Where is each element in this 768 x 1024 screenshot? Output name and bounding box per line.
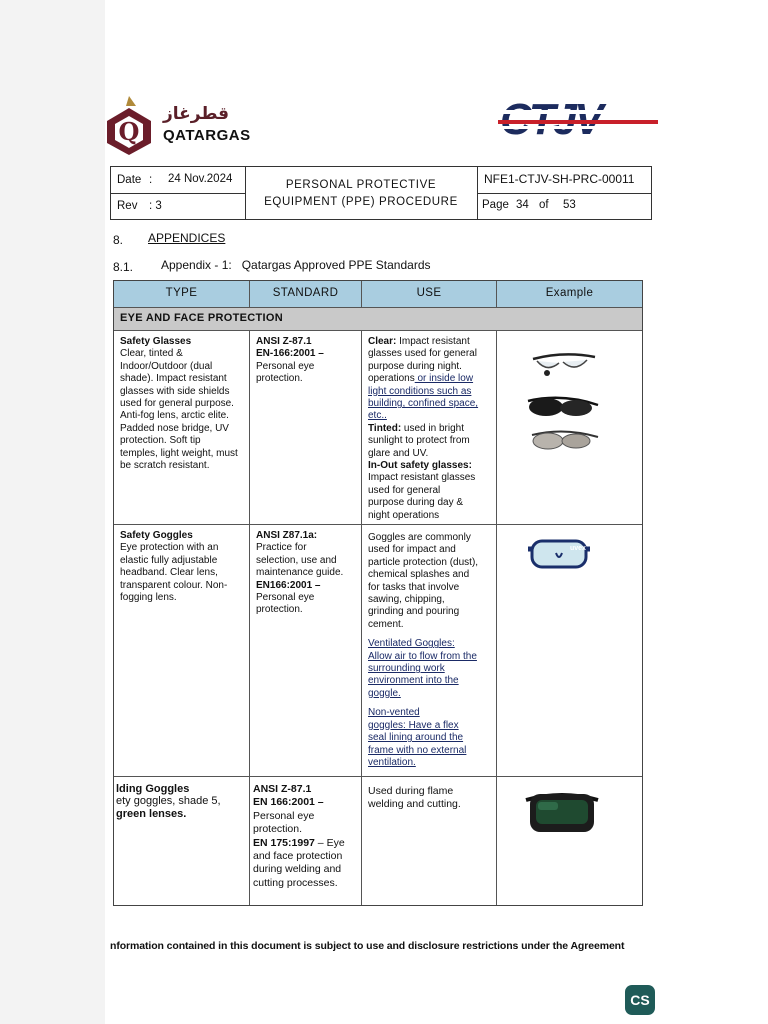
dark-tinted-glasses-icon (526, 393, 600, 421)
row-safety-glasses-use: Clear: Impact resistant glasses used for general purpose during night. operations or inside low light conditions such as building, confined space, etc.. Tinted: used in bright sunlight to protect from glare and UV. In-Out safety glasses: Impact resistant glasses used for general purpose during day & night operations (368, 336, 479, 521)
date-label: Date (117, 174, 142, 186)
group-row-eye-face: EYE AND FACE PROTECTION (114, 308, 642, 330)
column-header-use: USE (362, 281, 496, 307)
column-header-type: TYPE (114, 281, 249, 307)
document-title-line2: EQUIPMENT (PPE) PROCEDURE (264, 196, 458, 208)
goggles-brand-label: uvex (570, 545, 586, 552)
page-total: 53 (563, 199, 576, 211)
row-safety-glasses-type: Safety Glasses Clear, tinted & Indoor/Outdoor (dual shade). Impact resistant glasses with side shields used for general purpose. Anti-fog lens, arctic elite. Padded nose bridge, UV protection. Soft tip temples, light weight, must be scratch resistant. (120, 336, 238, 472)
page-label: Page (482, 199, 509, 211)
subsection-title: Appendix - 1: Qatargas Approved PPE Standards (161, 258, 431, 272)
row-welding-goggles-standard: ANSI Z-87.1 EN 166:2001 – Personal eye protection. EN 175:1997 – Eye and face protection during welding and cutting processes. (253, 783, 345, 889)
camscanner-badge: CS (625, 985, 655, 1015)
column-header-standard: STANDARD (250, 281, 361, 307)
light-tinted-glasses-icon (530, 427, 600, 453)
welding-goggles-icon (524, 786, 600, 838)
row-welding-goggles-use: Used during flame welding and cutting. (368, 785, 461, 811)
rev-value: : 3 (149, 200, 162, 212)
qatargas-arabic-logotype: قطرغاز (163, 104, 230, 124)
date-value: 24 Nov.2024 (168, 173, 233, 185)
date-separator: : (149, 174, 153, 186)
svg-text:Q: Q (118, 117, 140, 146)
page-current: 34 (516, 199, 529, 211)
row-safety-goggles-type: Safety Goggles Eye protection with an elastic fully adjustable headband. Clear lens, transparent colour. Non- fogging lens. (120, 530, 228, 604)
section-title: APPENDICES (148, 231, 226, 245)
section-number: 8. (113, 233, 124, 247)
ppe-standards-table (113, 280, 643, 906)
page-of: of (539, 199, 549, 211)
subsection-number: 8.1. (113, 260, 134, 274)
row-safety-goggles-standard: ANSI Z87.1a: Practice for selection, use and maintenance guide. EN166:2001 – Personal eye protection. (256, 530, 344, 616)
document-header-box (110, 166, 652, 220)
qatargas-logotype: QATARGAS (163, 127, 251, 144)
qatargas-logo-icon (103, 94, 155, 156)
column-header-example: Example (497, 281, 642, 307)
document-title-line1: PERSONAL PROTECTIVE (285, 179, 437, 191)
row-safety-glasses-standard: ANSI Z-87.1 EN-166:2001 – Personal eye protection. (256, 336, 324, 385)
row-safety-goggles-use: Goggles are commonly used for impact and particle protection (dust), chemical splashes and for tasks that involve sawing, chipping, grinding and pouring cement. Ventilated Goggles: Allow air to flow from the surrounding work environment into the goggle. Non-vented goggles: Have a flex seal lining around the frame with no external ventilation. (368, 532, 479, 768)
document-number: NFE1-CTJV-SH-PRC-00011 (484, 172, 635, 186)
ctjv-logo-icon (498, 96, 658, 144)
document-footer: nformation contained in this document is subject to use and disclosure restrictions under the Agreement (110, 940, 625, 952)
safety-goggles-icon (526, 535, 592, 571)
row-welding-goggles-type: lding Goggles ety goggles, shade 5, green lenses. (116, 783, 221, 820)
clear-safety-glasses-icon (529, 349, 599, 381)
rev-label: Rev (117, 200, 138, 212)
document-title (246, 177, 476, 211)
